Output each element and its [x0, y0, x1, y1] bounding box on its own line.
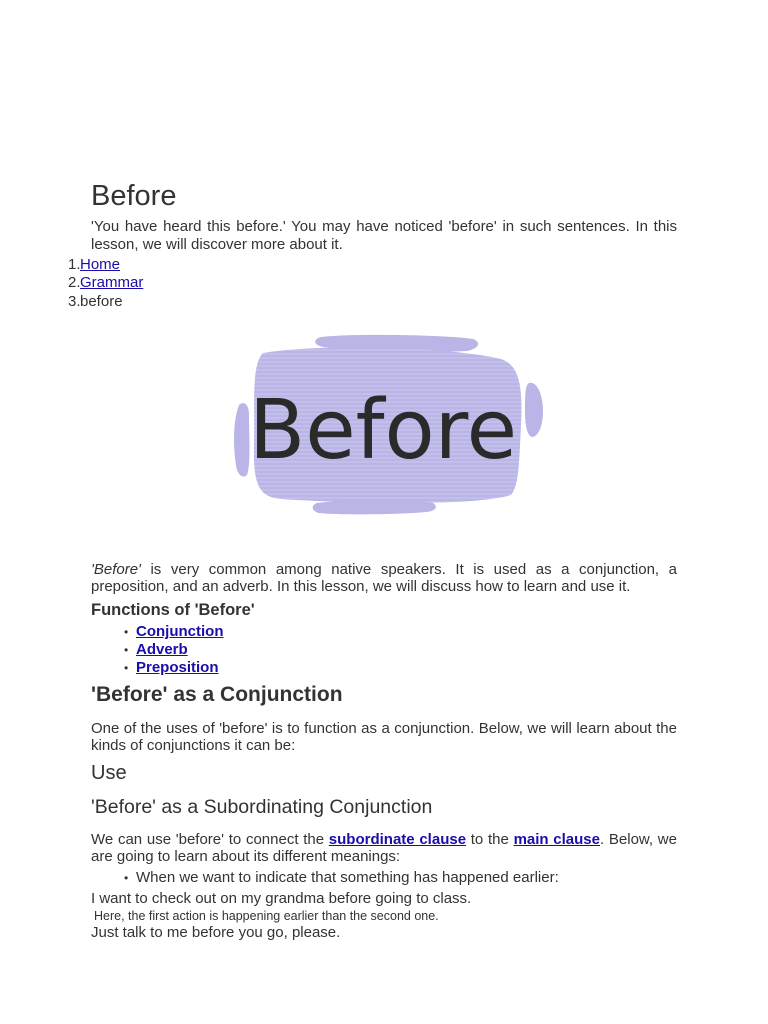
blob-right-stroke — [525, 383, 543, 437]
meaning-list — [91, 869, 677, 887]
subordinating-text — [91, 831, 677, 866]
blob-left-stroke — [234, 403, 249, 476]
functions-list — [91, 623, 677, 677]
conjunction-heading: 'Before' as a Conjunction — [91, 682, 343, 706]
breadcrumb-item-current — [0, 293, 586, 311]
breadcrumb-current-label: before — [80, 292, 123, 310]
breadcrumb-item-home — [0, 256, 586, 274]
subordinating-heading: 'Before' as a Subordinating Conjunction — [91, 795, 433, 818]
sub-text-part: We can use 'before' to connect the — [91, 830, 329, 848]
breadcrumb-number: 2. — [68, 274, 81, 292]
breadcrumb-number: 1. — [68, 256, 81, 273]
main-clause-link[interactable]: main clause — [513, 830, 600, 848]
summary-term: 'Before' — [91, 560, 141, 578]
breadcrumb-link-home[interactable]: Home — [80, 256, 121, 273]
summary-rest: is very common among native speakers. It is used as a conjunction, a preposition, and an adverb. In this lesson, we will discuss how to learn and use it. — [91, 560, 677, 596]
hero-illustration — [91, 325, 677, 555]
list-item — [136, 659, 677, 677]
page-title: Before — [91, 180, 177, 212]
function-link-adverb[interactable]: Adverb — [136, 640, 188, 658]
list-item — [136, 623, 677, 641]
sub-text-part: to the — [466, 830, 514, 848]
article — [68, 178, 677, 942]
sub-text-part: . Below, we are going to learn about its different meanings: — [91, 830, 677, 866]
function-link-conjunction[interactable]: Conjunction — [136, 622, 224, 640]
conjunction-text: One of the uses of 'before' is to function as a conjunction. Below, we will learn about the kinds of conjunctions it can be: — [91, 719, 677, 755]
summary-text — [91, 561, 677, 596]
example-sentence: Just talk to me before you go, please. — [91, 923, 341, 941]
breadcrumb-number: 3. — [68, 292, 81, 310]
functions-heading: Functions of 'Before' — [91, 600, 255, 619]
subordinate-clause-link[interactable]: subordinate clause — [328, 830, 467, 848]
hero-word: Before — [248, 382, 518, 478]
breadcrumb-link-grammar[interactable]: Grammar — [80, 274, 144, 292]
list-item: • When we want to indicate that something has happened earlier: — [136, 869, 677, 887]
breadcrumb-item-grammar — [0, 274, 586, 292]
use-heading: Use — [91, 761, 127, 784]
example-note: Here, the first action is happening earlier than the second one. — [94, 908, 439, 923]
example-sentence: I want to check out on my grandma before going to class. — [91, 889, 472, 907]
function-link-preposition[interactable]: Preposition — [136, 658, 219, 676]
blob-bottom-stroke — [313, 500, 436, 514]
list-item — [136, 641, 677, 659]
hero-image — [91, 325, 677, 555]
intro-text: 'You have heard this before.' You may have noticed 'before' in such sentences. In this lesson, we will discover more about it. — [91, 218, 677, 253]
breadcrumb — [0, 256, 586, 311]
